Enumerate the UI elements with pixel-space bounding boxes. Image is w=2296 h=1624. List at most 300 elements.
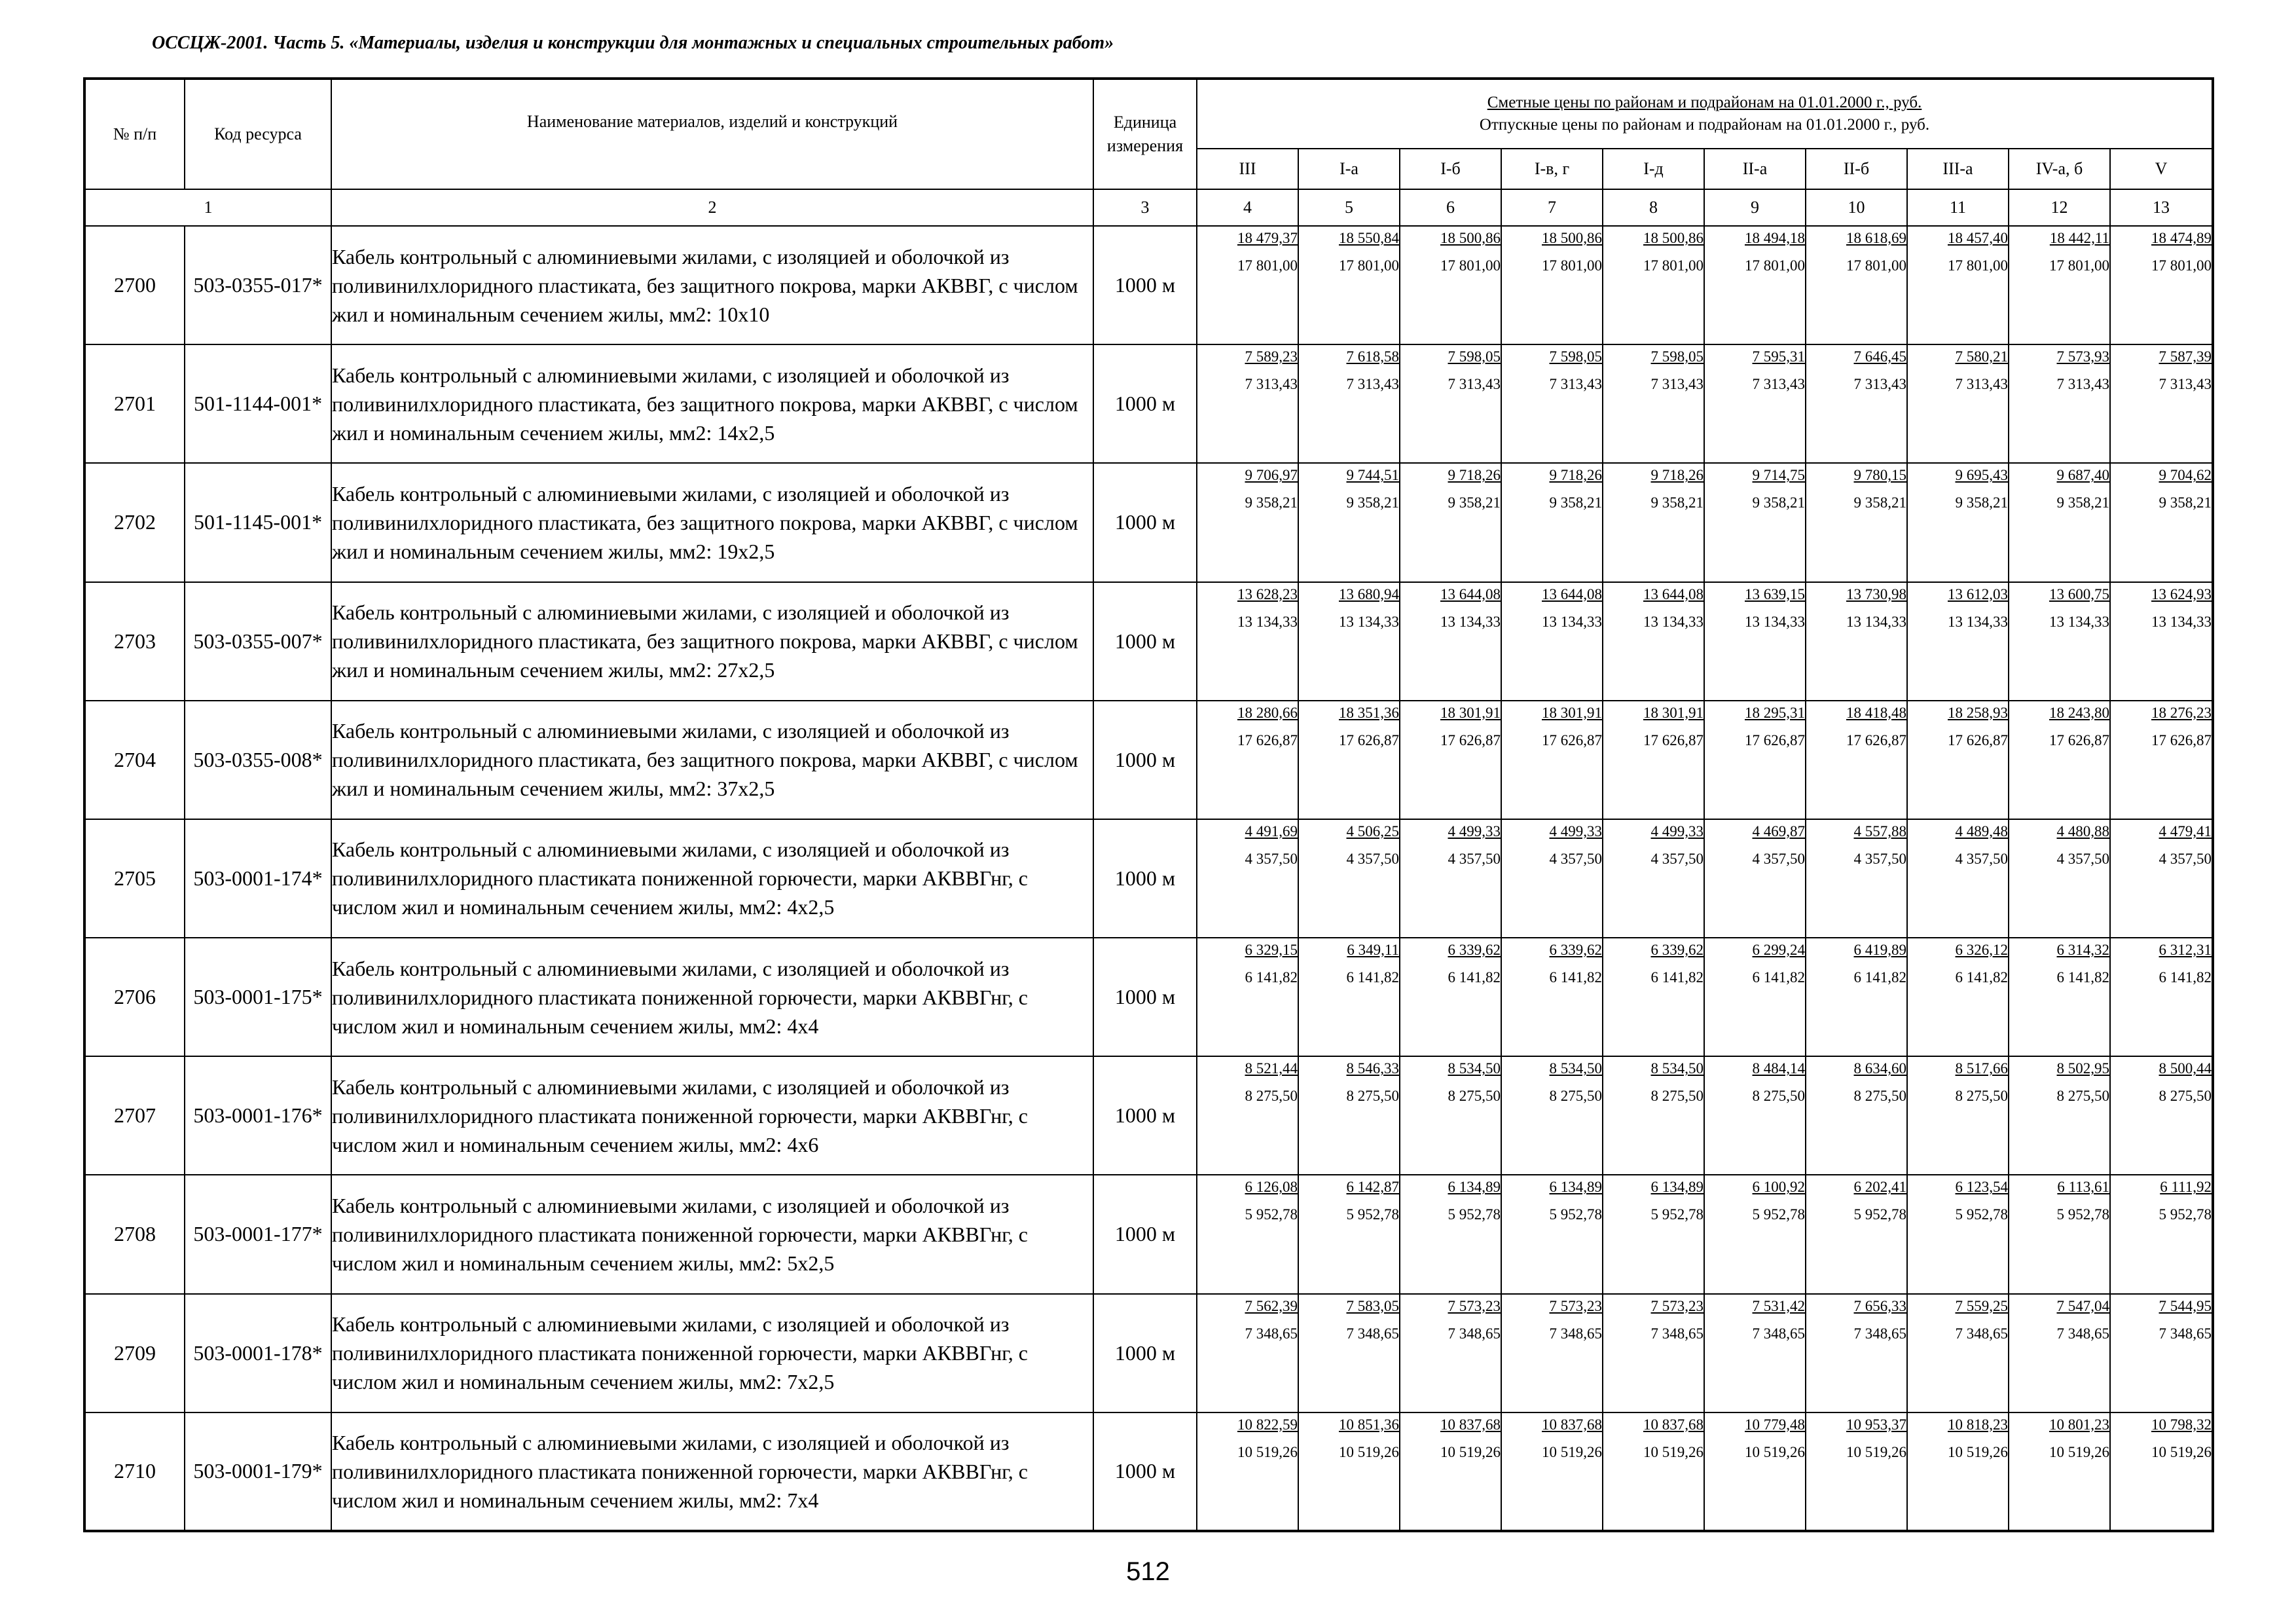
release-price: 8 275,50	[1549, 1088, 1602, 1105]
price-cell	[1907, 344, 2009, 463]
resource-code: 503-0001-178*	[185, 1294, 331, 1412]
estimate-price: 7 646,45	[1853, 348, 1906, 365]
estimate-price: 6 419,89	[1853, 942, 1906, 959]
estimate-price: 10 779,48	[1745, 1416, 1805, 1433]
release-price: 13 134,33	[2151, 613, 2212, 630]
price-cell	[1704, 819, 1806, 938]
estimate-price: 18 301,91	[1440, 704, 1501, 721]
release-price: 8 275,50	[1650, 1088, 1704, 1105]
estimate-price: 8 546,33	[1346, 1060, 1399, 1077]
estimate-price: 8 534,50	[1448, 1060, 1501, 1077]
estimate-price: 7 656,33	[1853, 1297, 1906, 1314]
release-price: 17 626,87	[1339, 731, 1399, 748]
release-price: 13 134,33	[1542, 613, 1602, 630]
row-number: 2706	[84, 938, 185, 1056]
release-price: 8 275,50	[2159, 1088, 2212, 1105]
estimate-price: 7 544,95	[2159, 1297, 2212, 1314]
estimate-price: 4 499,33	[1549, 822, 1602, 840]
estimate-price: 10 818,23	[1948, 1416, 2008, 1433]
release-price: 17 626,87	[1745, 731, 1805, 748]
release-price: 8 275,50	[1752, 1088, 1805, 1105]
estimate-price: 6 314,32	[2056, 942, 2109, 959]
price-cell	[1400, 1294, 1501, 1412]
unit: 1000 м	[1093, 1294, 1197, 1412]
col-header-unit: Единица измерения	[1093, 79, 1197, 189]
estimate-price: 9 704,62	[2159, 467, 2212, 484]
estimate-price: 13 644,08	[1440, 585, 1501, 602]
row-number: 2700	[84, 226, 185, 344]
release-price: 5 952,78	[2056, 1206, 2109, 1223]
estimate-price: 4 491,69	[1245, 822, 1298, 840]
price-release-label: Отпускные цены по районам и подрайонам на 01.01.2000 г., руб.	[1479, 116, 1930, 134]
price-cell	[1501, 1056, 1603, 1175]
price-cell	[1603, 1175, 1704, 1293]
page-number: 512	[1126, 1557, 1170, 1586]
column-number: 2	[331, 189, 1093, 226]
region-header: II-а	[1704, 149, 1806, 189]
estimate-price: 13 639,15	[1745, 585, 1805, 602]
estimate-price: 7 595,31	[1752, 348, 1805, 365]
release-price: 9 358,21	[1448, 494, 1501, 511]
price-cell	[1806, 1175, 1907, 1293]
release-price: 5 952,78	[2159, 1206, 2212, 1223]
price-cell	[2009, 701, 2110, 819]
release-price: 7 348,65	[1245, 1325, 1298, 1342]
estimate-price: 7 598,05	[1650, 348, 1704, 365]
unit: 1000 м	[1093, 463, 1197, 581]
column-number: 7	[1501, 189, 1603, 226]
release-price: 17 626,87	[1643, 731, 1704, 748]
price-cell	[1298, 1294, 1400, 1412]
region-header: I-в, г	[1501, 149, 1603, 189]
estimate-price: 9 718,26	[1448, 467, 1501, 484]
release-price: 17 626,87	[1440, 731, 1501, 748]
item-name: Кабель контрольный с алюминиевыми жилами, с изоляцией и оболочкой из поливинилхлоридного пластиката, без защитного покрова, марки АКВВГ, с числом жил и номинальным сечением жилы, мм2: 14х2,5	[331, 344, 1093, 463]
release-price: 17 801,00	[1237, 257, 1298, 274]
price-cell	[2110, 226, 2213, 344]
price-cell	[2009, 582, 2110, 701]
estimate-price: 7 573,23	[1650, 1297, 1704, 1314]
estimate-price: 4 489,48	[1955, 822, 2008, 840]
release-price: 4 357,50	[2159, 850, 2212, 867]
release-price: 10 519,26	[1440, 1443, 1501, 1460]
estimate-price: 7 580,21	[1955, 348, 2008, 365]
estimate-price: 6 134,89	[1448, 1179, 1501, 1196]
release-price: 7 313,43	[1752, 376, 1805, 393]
price-cell	[1400, 1412, 1501, 1531]
price-cell	[2009, 463, 2110, 581]
release-price: 9 358,21	[1346, 494, 1399, 511]
release-price: 7 348,65	[1955, 1325, 2008, 1342]
price-cell	[2009, 1056, 2110, 1175]
column-number: 4	[1197, 189, 1298, 226]
column-number: 11	[1907, 189, 2009, 226]
price-cell	[1197, 1412, 1298, 1531]
estimate-price: 6 113,61	[2057, 1179, 2109, 1196]
estimate-price: 10 837,68	[1440, 1416, 1501, 1433]
estimate-price: 7 562,39	[1245, 1297, 1298, 1314]
release-price: 13 134,33	[1440, 613, 1501, 630]
release-price: 7 348,65	[1549, 1325, 1602, 1342]
estimate-price: 6 339,62	[1549, 942, 1602, 959]
price-cell	[1806, 463, 1907, 581]
table-row	[84, 1294, 2213, 1412]
price-cell	[1298, 819, 1400, 938]
estimate-price: 4 499,33	[1650, 822, 1704, 840]
release-price: 13 134,33	[2049, 613, 2109, 630]
estimate-price: 9 780,15	[1853, 467, 1906, 484]
estimate-price: 18 618,69	[1846, 230, 1906, 246]
estimate-price: 7 598,05	[1549, 348, 1602, 365]
release-price: 7 348,65	[1650, 1325, 1704, 1342]
price-cell	[1907, 1412, 2009, 1531]
price-cell	[1704, 1412, 1806, 1531]
estimate-price: 8 500,44	[2159, 1060, 2212, 1077]
region-header: IV-а, б	[2009, 149, 2110, 189]
release-price: 8 275,50	[1955, 1088, 2008, 1105]
item-name: Кабель контрольный с алюминиевыми жилами, с изоляцией и оболочкой из поливинилхлоридного пластиката пониженной горючести, марки АКВВГнг, с числом жил и номинальным сечением жилы, мм2: 7х2,5	[331, 1294, 1093, 1412]
release-price: 17 626,87	[2049, 731, 2109, 748]
unit: 1000 м	[1093, 1175, 1197, 1293]
estimate-price: 7 573,23	[1448, 1297, 1501, 1314]
release-price: 17 626,87	[1846, 731, 1906, 748]
estimate-price: 13 730,98	[1846, 585, 1906, 602]
estimate-price: 7 573,23	[1549, 1297, 1602, 1314]
release-price: 6 141,82	[1752, 969, 1805, 986]
release-price: 8 275,50	[1346, 1088, 1399, 1105]
release-price: 4 357,50	[1448, 850, 1501, 867]
estimate-price: 6 134,89	[1549, 1179, 1602, 1196]
table-row	[84, 1175, 2213, 1293]
estimate-price: 13 644,08	[1542, 585, 1602, 602]
table-row	[84, 463, 2213, 581]
price-cell	[1704, 701, 1806, 819]
price-cell	[1704, 1056, 1806, 1175]
price-cell	[1907, 1175, 2009, 1293]
release-price: 17 626,87	[1542, 731, 1602, 748]
unit: 1000 м	[1093, 819, 1197, 938]
item-name: Кабель контрольный с алюминиевыми жилами, с изоляцией и оболочкой из поливинилхлоридного пластиката, без защитного покрова, марки АКВВГ, с числом жил и номинальным сечением жилы, мм2: 27х2,5	[331, 582, 1093, 701]
price-estimate-label: Сметные цены по районам и подрайонам на 01.01.2000 г., руб.	[1487, 94, 1922, 111]
item-name: Кабель контрольный с алюминиевыми жилами, с изоляцией и оболочкой из поливинилхлоридного пластиката, без защитного покрова, марки АКВВГ, с числом жил и номинальным сечением жилы, мм2: 19х2,5	[331, 463, 1093, 581]
release-price: 6 141,82	[1955, 969, 2008, 986]
row-number: 2709	[84, 1294, 185, 1412]
row-number: 2710	[84, 1412, 185, 1531]
release-price: 4 357,50	[2056, 850, 2109, 867]
release-price: 7 313,43	[1245, 376, 1298, 393]
release-price: 7 348,65	[2159, 1325, 2212, 1342]
price-cell	[1907, 226, 2009, 344]
estimate-price: 18 280,66	[1237, 704, 1298, 721]
price-cell	[1197, 938, 1298, 1056]
column-number: 3	[1093, 189, 1197, 226]
estimate-price: 7 583,05	[1346, 1297, 1399, 1314]
estimate-price: 10 822,59	[1237, 1416, 1298, 1433]
release-price: 10 519,26	[1745, 1443, 1805, 1460]
release-price: 5 952,78	[1549, 1206, 1602, 1223]
price-cell	[1400, 938, 1501, 1056]
estimate-price: 6 202,41	[1853, 1179, 1906, 1196]
price-cell	[1197, 1056, 1298, 1175]
price-cell	[1603, 463, 1704, 581]
price-cell	[1907, 1056, 2009, 1175]
region-header: III	[1197, 149, 1298, 189]
table-row	[84, 1056, 2213, 1175]
row-number: 2707	[84, 1056, 185, 1175]
item-name: Кабель контрольный с алюминиевыми жилами, с изоляцией и оболочкой из поливинилхлоридного пластиката, без защитного покрова, марки АКВВГ, с числом жил и номинальным сечением жилы, мм2: 10х10	[331, 226, 1093, 344]
estimate-price: 6 126,08	[1245, 1179, 1298, 1196]
estimate-price: 10 837,68	[1542, 1416, 1602, 1433]
price-cell	[2110, 819, 2213, 938]
price-cell	[1806, 582, 1907, 701]
price-cell	[1907, 463, 2009, 581]
item-name: Кабель контрольный с алюминиевыми жилами, с изоляцией и оболочкой из поливинилхлоридного пластиката пониженной горючести, марки АКВВГнг, с числом жил и номинальным сечением жилы, мм2: 4х2,5	[331, 819, 1093, 938]
release-price: 9 358,21	[1245, 494, 1298, 511]
price-cell	[1400, 226, 1501, 344]
release-price: 9 358,21	[1955, 494, 2008, 511]
estimate-price: 6 339,62	[1448, 942, 1501, 959]
row-number: 2703	[84, 582, 185, 701]
release-price: 5 952,78	[1955, 1206, 2008, 1223]
price-cell	[1501, 344, 1603, 463]
release-price: 10 519,26	[1339, 1443, 1399, 1460]
release-price: 13 134,33	[1948, 613, 2008, 630]
release-price: 5 952,78	[1853, 1206, 1906, 1223]
price-cell	[2110, 938, 2213, 1056]
estimate-price: 4 480,88	[2056, 822, 2109, 840]
price-cell	[1907, 582, 2009, 701]
price-cell	[2009, 226, 2110, 344]
price-cell	[2110, 582, 2213, 701]
estimate-price: 13 644,08	[1643, 585, 1704, 602]
resource-code: 503-0355-007*	[185, 582, 331, 701]
unit: 1000 м	[1093, 582, 1197, 701]
price-cell	[1907, 819, 2009, 938]
release-price: 7 348,65	[1853, 1325, 1906, 1342]
estimate-price: 6 111,92	[2160, 1179, 2212, 1196]
price-cell	[1298, 1056, 1400, 1175]
price-cell	[2009, 819, 2110, 938]
price-cell	[1501, 226, 1603, 344]
estimate-price: 6 349,11	[1347, 942, 1399, 959]
unit: 1000 м	[1093, 1056, 1197, 1175]
price-table	[83, 77, 2214, 1532]
region-header: I-д	[1603, 149, 1704, 189]
release-price: 7 313,43	[2056, 376, 2109, 393]
table-row	[84, 226, 2213, 344]
resource-code: 503-0001-176*	[185, 1056, 331, 1175]
estimate-price: 18 500,86	[1643, 230, 1704, 246]
price-cell	[1197, 463, 1298, 581]
price-cell	[1400, 1175, 1501, 1293]
unit: 1000 м	[1093, 701, 1197, 819]
release-price: 17 626,87	[1948, 731, 2008, 748]
table-row	[84, 344, 2213, 463]
release-price: 7 348,65	[1346, 1325, 1399, 1342]
estimate-price: 6 326,12	[1955, 942, 2008, 959]
price-cell	[2110, 1412, 2213, 1531]
item-name: Кабель контрольный с алюминиевыми жилами, с изоляцией и оболочкой из поливинилхлоридного пластиката пониженной горючести, марки АКВВГнг, с числом жил и номинальным сечением жилы, мм2: 5х2,5	[331, 1175, 1093, 1293]
release-price: 5 952,78	[1346, 1206, 1399, 1223]
release-price: 4 357,50	[1245, 850, 1298, 867]
column-number: 5	[1298, 189, 1400, 226]
estimate-price: 7 589,23	[1245, 348, 1298, 365]
release-price: 7 313,43	[1650, 376, 1704, 393]
release-price: 4 357,50	[1650, 850, 1704, 867]
price-cell	[1400, 819, 1501, 938]
estimate-price: 7 598,05	[1448, 348, 1501, 365]
price-cell	[1806, 819, 1907, 938]
document-header: ОССЦЖ-2001. Часть 5. «Материалы, изделия и конструкции для монтажных и специальных строительных работ»	[152, 33, 1114, 53]
col-header-num: № п/п	[84, 79, 185, 189]
price-cell	[1501, 1294, 1603, 1412]
resource-code: 503-0001-179*	[185, 1412, 331, 1531]
column-number: 9	[1704, 189, 1806, 226]
estimate-price: 8 521,44	[1245, 1060, 1298, 1077]
estimate-price: 10 953,37	[1846, 1416, 1906, 1433]
release-price: 8 275,50	[1853, 1088, 1906, 1105]
price-cell	[2110, 701, 2213, 819]
release-price: 17 801,00	[1643, 257, 1704, 274]
estimate-price: 13 624,93	[2151, 585, 2212, 602]
estimate-price: 18 301,91	[1643, 704, 1704, 721]
price-cell	[1603, 701, 1704, 819]
release-price: 17 801,00	[1339, 257, 1399, 274]
release-price: 7 348,65	[2056, 1325, 2109, 1342]
column-number: 13	[2110, 189, 2213, 226]
estimate-price: 10 851,36	[1339, 1416, 1399, 1433]
release-price: 5 952,78	[1245, 1206, 1298, 1223]
release-price: 17 801,00	[2049, 257, 2109, 274]
price-cell	[1806, 1294, 1907, 1412]
price-cell	[1298, 582, 1400, 701]
estimate-price: 18 276,23	[2151, 704, 2212, 721]
release-price: 13 134,33	[1846, 613, 1906, 630]
price-cell	[1806, 1056, 1907, 1175]
release-price: 9 358,21	[1650, 494, 1704, 511]
region-header: I-б	[1400, 149, 1501, 189]
price-cell	[1704, 582, 1806, 701]
estimate-price: 9 718,26	[1650, 467, 1704, 484]
estimate-price: 13 680,94	[1339, 585, 1399, 602]
release-price: 10 519,26	[1542, 1443, 1602, 1460]
estimate-price: 10 798,32	[2151, 1416, 2212, 1433]
release-price: 9 358,21	[2056, 494, 2109, 511]
release-price: 7 348,65	[1752, 1325, 1805, 1342]
price-cell	[2009, 1412, 2110, 1531]
item-name: Кабель контрольный с алюминиевыми жилами, с изоляцией и оболочкой из поливинилхлоридного пластиката пониженной горючести, марки АКВВГнг, с числом жил и номинальным сечением жилы, мм2: 4х6	[331, 1056, 1093, 1175]
row-number: 2708	[84, 1175, 185, 1293]
release-price: 6 141,82	[2056, 969, 2109, 986]
table-row	[84, 582, 2213, 701]
region-header: II-б	[1806, 149, 1907, 189]
price-cell	[1197, 226, 1298, 344]
release-price: 4 357,50	[1346, 850, 1399, 867]
release-price: 17 801,00	[1542, 257, 1602, 274]
estimate-price: 8 484,14	[1752, 1060, 1805, 1077]
price-cell	[1603, 1056, 1704, 1175]
release-price: 13 134,33	[1643, 613, 1704, 630]
release-price: 17 801,00	[1948, 257, 2008, 274]
release-price: 6 141,82	[1853, 969, 1906, 986]
release-price: 9 358,21	[1752, 494, 1805, 511]
price-cell	[1603, 938, 1704, 1056]
price-cell	[1298, 344, 1400, 463]
price-cell	[1806, 938, 1907, 1056]
price-cell	[1907, 701, 2009, 819]
price-cell	[1603, 1412, 1704, 1531]
price-cell	[2009, 344, 2110, 463]
estimate-price: 18 442,11	[2049, 230, 2109, 246]
release-price: 6 141,82	[1549, 969, 1602, 986]
price-cell	[1298, 1412, 1400, 1531]
table-row	[84, 701, 2213, 819]
price-cell	[1501, 582, 1603, 701]
estimate-price: 4 469,87	[1752, 822, 1805, 840]
price-cell	[1298, 701, 1400, 819]
estimate-price: 7 587,39	[2159, 348, 2212, 365]
estimate-price: 8 634,60	[1853, 1060, 1906, 1077]
price-cell	[1197, 701, 1298, 819]
price-cell	[1197, 344, 1298, 463]
release-price: 5 952,78	[1650, 1206, 1704, 1223]
column-number: 1	[84, 189, 331, 226]
release-price: 9 358,21	[1853, 494, 1906, 511]
unit: 1000 м	[1093, 938, 1197, 1056]
column-number: 10	[1806, 189, 1907, 226]
resource-code: 501-1144-001*	[185, 344, 331, 463]
estimate-price: 18 500,86	[1542, 230, 1602, 246]
price-cell	[1298, 226, 1400, 344]
estimate-price: 8 534,50	[1650, 1060, 1704, 1077]
release-price: 4 357,50	[1955, 850, 2008, 867]
price-cell	[1806, 1412, 1907, 1531]
price-cell	[1907, 1294, 2009, 1412]
price-cell	[2110, 1294, 2213, 1412]
price-cell	[1704, 938, 1806, 1056]
col-header-prices	[1197, 79, 2213, 149]
price-cell	[1603, 582, 1704, 701]
price-cell	[1704, 1175, 1806, 1293]
release-price: 6 141,82	[1245, 969, 1298, 986]
unit: 1000 м	[1093, 1412, 1197, 1531]
release-price: 7 313,43	[1346, 376, 1399, 393]
price-cell	[1501, 701, 1603, 819]
release-price: 13 134,33	[1237, 613, 1298, 630]
estimate-price: 4 506,25	[1346, 822, 1399, 840]
estimate-price: 18 295,31	[1745, 704, 1805, 721]
resource-code: 503-0001-177*	[185, 1175, 331, 1293]
price-cell	[2110, 463, 2213, 581]
estimate-price: 9 744,51	[1346, 467, 1399, 484]
price-cell	[1704, 1294, 1806, 1412]
price-cell	[1197, 819, 1298, 938]
resource-code: 503-0355-008*	[185, 701, 331, 819]
item-name: Кабель контрольный с алюминиевыми жилами, с изоляцией и оболочкой из поливинилхлоридного пластиката, без защитного покрова, марки АКВВГ, с числом жил и номинальным сечением жилы, мм2: 37х2,5	[331, 701, 1093, 819]
estimate-price: 6 100,92	[1752, 1179, 1805, 1196]
estimate-price: 4 557,88	[1853, 822, 1906, 840]
region-header: I-а	[1298, 149, 1400, 189]
release-price: 17 626,87	[1237, 731, 1298, 748]
release-price: 17 801,00	[1440, 257, 1501, 274]
release-price: 10 519,26	[2049, 1443, 2109, 1460]
price-cell	[1400, 344, 1501, 463]
estimate-price: 6 142,87	[1346, 1179, 1399, 1196]
estimate-price: 18 243,80	[2049, 704, 2109, 721]
release-price: 6 141,82	[1448, 969, 1501, 986]
estimate-price: 13 612,03	[1948, 585, 2008, 602]
row-number: 2701	[84, 344, 185, 463]
